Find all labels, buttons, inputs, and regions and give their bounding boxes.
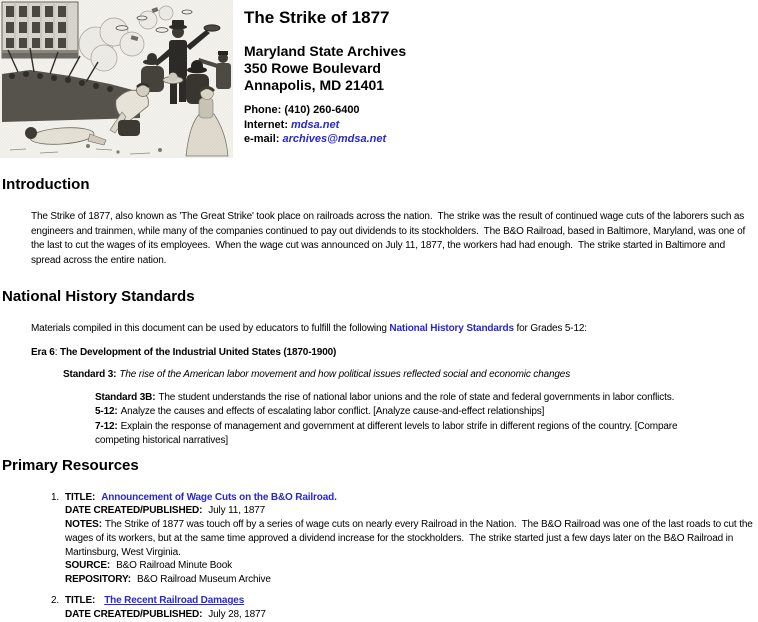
standard3b-block	[95, 391, 695, 449]
page-header	[0, 0, 758, 158]
org-address-line1: 350 Rowe Boulevard	[244, 60, 381, 76]
grades-7-12-label: 7-12:	[95, 420, 118, 432]
standard3-label: Standard 3:	[63, 369, 117, 380]
resource-item-2	[51, 594, 756, 622]
phone-line: Phone: (410) 260-6400	[244, 104, 360, 116]
email-link[interactable]: archives@mdsa.net	[282, 133, 387, 145]
standard3-text: The rise of the American labor movement and how political issues reflected social and economic changes	[119, 369, 571, 380]
org-address-block	[244, 43, 724, 94]
internet-label: Internet:	[244, 118, 288, 131]
email-label: e-mail:	[244, 133, 280, 145]
resource-2-date-line	[65, 608, 756, 622]
header-text-block	[244, 0, 724, 147]
grades-7-12-text: Explain the response of management and government at different levels to labor strife in different regions of the country. [Compare competing historical narratives]	[95, 420, 681, 446]
date-label: DATE CREATED/PUBLISHED:	[65, 505, 203, 517]
resource-1-notes-line	[65, 518, 756, 559]
resource-2-number: 2.	[51, 595, 60, 607]
contact-block	[244, 103, 724, 147]
email-line	[244, 132, 724, 147]
era-label: Era 6	[31, 346, 55, 358]
internet-line	[244, 118, 724, 133]
standard3b-line	[95, 391, 695, 406]
grades-7-12-line	[95, 420, 695, 449]
resource-1-date: July 11, 1877	[208, 505, 266, 517]
resource-2-date: July 28, 1877	[208, 608, 266, 620]
org-address-line2: Annapolis, MD 21401	[244, 77, 385, 93]
grades-5-12-text: Analyze the causes and effects of escalating labor conflict. [Analyze cause-and-effect relationships]	[120, 406, 545, 417]
standards-heading: National History Standards	[2, 288, 195, 305]
engraving-svg	[0, 0, 233, 158]
resource-1-notes: The Strike of 1877 was touch off by a series of wage cuts on nearly every Railroad in the Nation. The B&O Railroad was one of the last roads to cut the wages of its workers, but at the same time approved a dividend increase for the stockholders. The strike started just a few days later on the B&O Railroad in Martinsburg, West Virginia.	[65, 519, 756, 558]
standards-intro-before: Materials compiled in this document can be used by educators to fulfill the following	[31, 323, 390, 334]
primary-resources-list	[0, 491, 758, 622]
source-label: SOURCE:	[65, 560, 111, 572]
notes-label: NOTES:	[65, 519, 102, 531]
grades-5-12-label: 5-12:	[95, 406, 118, 417]
repository-label: REPOSITORY:	[65, 574, 131, 586]
resource-2-title-link[interactable]: The Recent Railroad Damages	[104, 595, 245, 607]
standard3b-label: Standard 3B:	[95, 391, 156, 403]
resource-1-repository-line	[65, 573, 756, 587]
page-title: The Strike of 1877	[244, 8, 390, 27]
org-name: Maryland State Archives	[244, 43, 407, 59]
internet-link[interactable]: mdsa.net	[291, 118, 340, 131]
era-line	[31, 346, 758, 361]
strike-riot-engraving-image	[0, 0, 233, 158]
resource-item-1	[51, 491, 756, 588]
title-label: TITLE:	[65, 491, 96, 503]
standards-intro-after: for Grades 5-12:	[513, 323, 587, 334]
resource-1-source: B&O Railroad Minute Book	[116, 560, 232, 572]
standards-intro-line	[31, 322, 748, 337]
standard3b-text: The student understands the rise of national labor unions and the role of state and federal governments in labor conflicts.	[158, 391, 675, 403]
era-colon: :	[54, 346, 60, 358]
introduction-paragraph: The Strike of 1877, also known as 'The Great Strike' took place on railroads across the nation. The strike was the result of continued wage cuts of the laborers such as engineers and trainmen, while many of the companies continued to pay out dividends to its stockholders. The B&O Railroad, based in Baltimore, Maryland, was one of the last to cut the wages of its employees. When the wage cut was announced on July 11, 1877, the workers had had enough. The strike started in Baltimore and spread across the entire nation.	[31, 211, 748, 266]
primary-resources-heading: Primary Resources	[2, 456, 139, 474]
standard3-line	[63, 368, 758, 383]
resource-1-title-link[interactable]: Announcement of Wage Cuts on the B&O Railroad.	[101, 491, 337, 503]
date-label: DATE CREATED/PUBLISHED:	[65, 608, 203, 620]
resource-1-number: 1.	[51, 491, 60, 503]
era-title: The Development of the Industrial United States (1870-1900)	[59, 346, 337, 358]
resource-2-title-line	[65, 594, 756, 608]
title-label: TITLE:	[65, 595, 96, 607]
grades-5-12-line	[95, 405, 695, 420]
national-history-standards-link[interactable]: National History Standards	[389, 323, 514, 334]
resource-1-source-line	[65, 559, 756, 573]
resource-1-repository: B&O Railroad Museum Archive	[136, 574, 271, 586]
resource-1-date-line	[65, 504, 756, 518]
introduction-heading: Introduction	[2, 176, 90, 193]
resource-1-title-line	[65, 491, 756, 505]
